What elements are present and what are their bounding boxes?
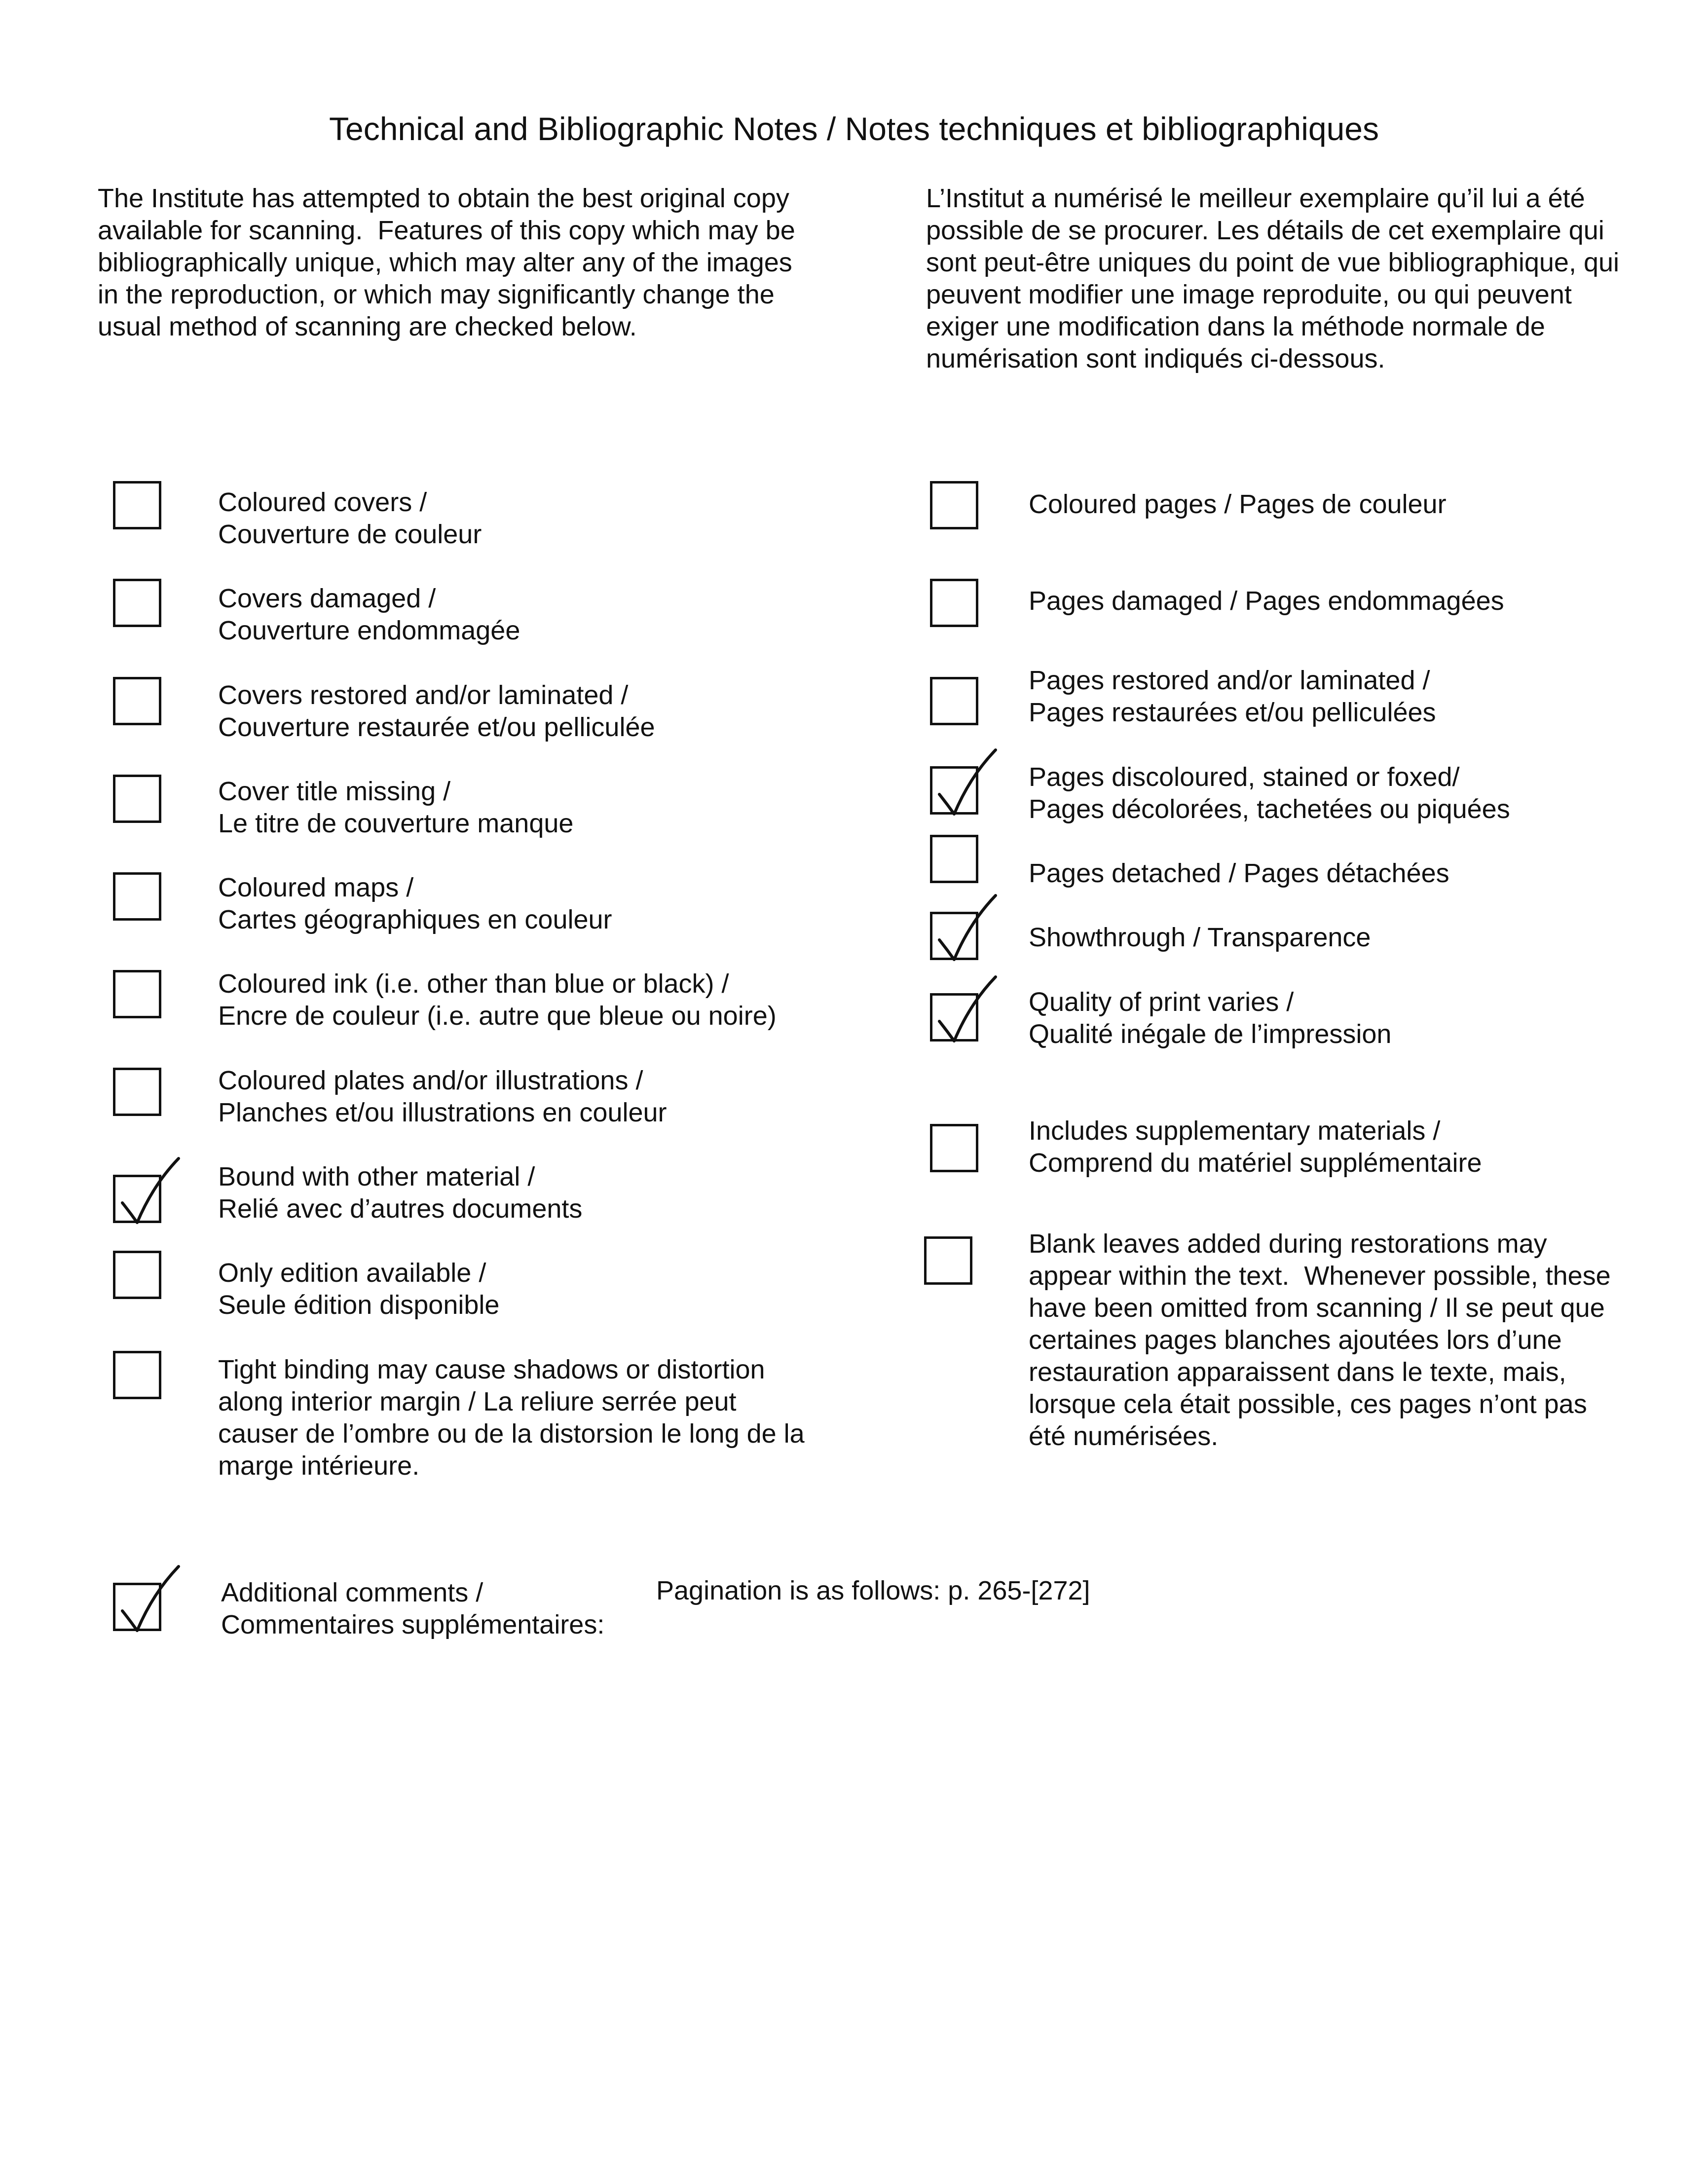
label-quality-of-print: Quality of print varies / Qualité inégale de l’impression [1029, 987, 1392, 1049]
checkbox-supplementary-materials[interactable] [930, 1124, 978, 1172]
additional-comments-value: Pagination is as follows: p. 265-[272] [656, 1576, 1090, 1605]
label-coloured-pages: Coloured pages / Pages de couleur [1029, 489, 1447, 519]
label-additional-comments: Additional comments / Commentaires supplémentaires: [221, 1578, 605, 1639]
label-cover-title-missing: Cover title missing / Le titre de couverture manque [218, 777, 574, 838]
label-pages-damaged: Pages damaged / Pages endommagées [1029, 586, 1504, 616]
label-only-edition: Only edition available / Seule édition disponible [218, 1258, 500, 1320]
intro-english: The Institute has attempted to obtain the best original copy available for scanning. Features of this copy which may be bibliographically unique, which may alter any of the images in the reproduction, or which may significantly change the usual method of scanning are checked below. [98, 184, 795, 341]
checkmark-icon [928, 741, 1003, 820]
checkbox-coloured-ink[interactable] [113, 970, 161, 1018]
checkmark-icon [928, 887, 1003, 966]
label-coloured-covers: Coloured covers / Couverture de couleur [218, 487, 482, 549]
label-coloured-plates: Coloured plates and/or illustrations / Planches et/ou illustrations en couleur [218, 1066, 667, 1127]
label-coloured-ink: Coloured ink (i.e. other than blue or black) / Encre de couleur (i.e. autre que bleue ou noire) [218, 969, 777, 1031]
checkmark-icon [111, 1558, 186, 1637]
label-blank-leaves: Blank leaves added during restorations may appear within the text. Whenever possible, these have been omitted from scanning / Il se peut que certaines pages blanches ajoutées lors d’une restauration apparaissent dans le texte, mais, lorsque cela était possible, ces pages n’ont pas été numérisées. [1029, 1229, 1611, 1451]
label-covers-restored: Covers restored and/or laminated / Couverture restaurée et/ou pelliculée [218, 680, 655, 742]
checkbox-cover-title-missing[interactable] [113, 775, 161, 823]
checkbox-quality-of-print[interactable] [930, 993, 978, 1042]
checkbox-coloured-covers[interactable] [113, 481, 161, 529]
label-showthrough: Showthrough / Transparence [1029, 923, 1371, 952]
checkbox-additional-comments[interactable] [113, 1583, 161, 1631]
label-pages-discoloured: Pages discoloured, stained or foxed/ Pages décolorées, tachetées ou piquées [1029, 762, 1510, 824]
label-pages-detached: Pages detached / Pages détachées [1029, 858, 1449, 888]
checkbox-showthrough[interactable] [930, 912, 978, 960]
checkbox-coloured-plates[interactable] [113, 1068, 161, 1116]
checkbox-pages-detached[interactable] [930, 835, 978, 883]
checkbox-only-edition[interactable] [113, 1251, 161, 1299]
checkbox-coloured-pages[interactable] [930, 481, 978, 529]
checkbox-pages-damaged[interactable] [930, 579, 978, 627]
checkbox-coloured-maps[interactable] [113, 872, 161, 921]
label-bound-with-other-material: Bound with other material / Relié avec d’autres documents [218, 1162, 583, 1224]
checkbox-covers-restored[interactable] [113, 677, 161, 725]
checkmark-icon [928, 968, 1003, 1047]
intro-french: L’Institut a numérisé le meilleur exemplaire qu’il lui a été possible de se procurer. Les détails de cet exemplaire qui sont peut-être uniques du point de vue bibliographique, qui peuvent modifier une image reproduite, ou qui peuvent exiger une modification dans la méthode normale de numérisation sont indiqués ci-dessous. [926, 184, 1620, 373]
label-tight-binding: Tight binding may cause shadows or distortion along interior margin / La reliure serrée peut causer de l’ombre ou de la distorsion le long de la marge intérieure. [218, 1355, 805, 1481]
checkbox-tight-binding[interactable] [113, 1351, 161, 1399]
label-pages-restored: Pages restored and/or laminated / Pages restaurées et/ou pelliculées [1029, 666, 1436, 727]
checkbox-pages-discoloured[interactable] [930, 766, 978, 815]
page-title: Technical and Bibliographic Notes / Notes techniques et bibliographiques [329, 111, 1379, 147]
checkbox-covers-damaged[interactable] [113, 579, 161, 627]
checkbox-pages-restored[interactable] [930, 677, 978, 725]
checkmark-icon [111, 1150, 186, 1228]
label-supplementary-materials: Includes supplementary materials / Comprend du matériel supplémentaire [1029, 1116, 1482, 1178]
label-covers-damaged: Covers damaged / Couverture endommagée [218, 584, 520, 645]
label-coloured-maps: Coloured maps / Cartes géographiques en couleur [218, 873, 612, 934]
checkbox-blank-leaves[interactable] [924, 1236, 972, 1285]
checkbox-bound-with-other-material[interactable] [113, 1175, 161, 1223]
